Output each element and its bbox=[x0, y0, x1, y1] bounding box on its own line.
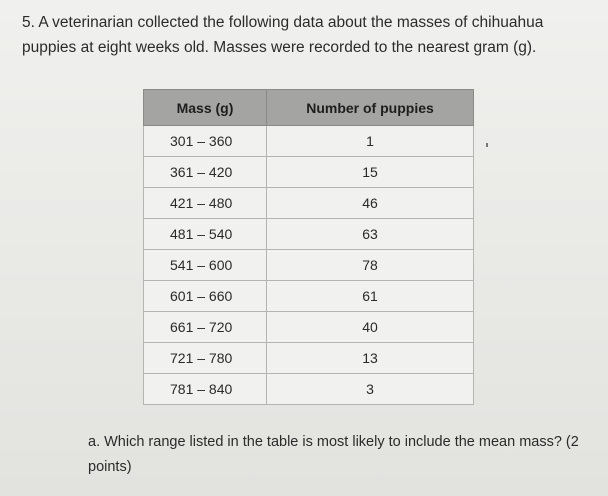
paper-speck bbox=[486, 143, 488, 147]
count-cell: 78 bbox=[267, 250, 474, 281]
question-text bbox=[22, 10, 592, 60]
mass-cell: 781 – 840 bbox=[144, 374, 267, 405]
mass-cell: 721 – 780 bbox=[144, 343, 267, 374]
table-row bbox=[144, 157, 474, 188]
mass-cell: 301 – 360 bbox=[144, 126, 267, 157]
count-cell: 13 bbox=[267, 343, 474, 374]
part-a-question: a. Which range listed in the table is most likely to include the mean mass? (2 points) bbox=[88, 434, 579, 475]
mass-cell: 541 – 600 bbox=[144, 250, 267, 281]
mass-cell: 481 – 540 bbox=[144, 219, 267, 250]
count-cell: 40 bbox=[267, 312, 474, 343]
puppy-mass-table bbox=[143, 89, 474, 405]
table-header-row bbox=[144, 90, 474, 126]
table-row bbox=[144, 126, 474, 157]
mass-cell: 361 – 420 bbox=[144, 157, 267, 188]
count-cell: 3 bbox=[267, 374, 474, 405]
table-row bbox=[144, 374, 474, 405]
count-cell: 63 bbox=[267, 219, 474, 250]
table-row bbox=[144, 219, 474, 250]
mass-cell: 421 – 480 bbox=[144, 188, 267, 219]
mass-cell: 661 – 720 bbox=[144, 312, 267, 343]
count-cell: 15 bbox=[267, 157, 474, 188]
count-cell: 1 bbox=[267, 126, 474, 157]
table-row bbox=[144, 343, 474, 374]
count-cell: 61 bbox=[267, 281, 474, 312]
table-row bbox=[144, 250, 474, 281]
header-mass: Mass (g) bbox=[144, 90, 267, 126]
mass-cell: 601 – 660 bbox=[144, 281, 267, 312]
table-row bbox=[144, 312, 474, 343]
question-line-2: puppies at eight weeks old. Masses were recorded to the nearest gram (g). bbox=[22, 39, 537, 56]
table-row bbox=[144, 188, 474, 219]
table-row bbox=[144, 281, 474, 312]
count-cell: 46 bbox=[267, 188, 474, 219]
question-line-1: 5. A veterinarian collected the following data about the masses of chihuahua bbox=[22, 14, 544, 31]
header-number-of-puppies: Number of puppies bbox=[267, 90, 474, 126]
